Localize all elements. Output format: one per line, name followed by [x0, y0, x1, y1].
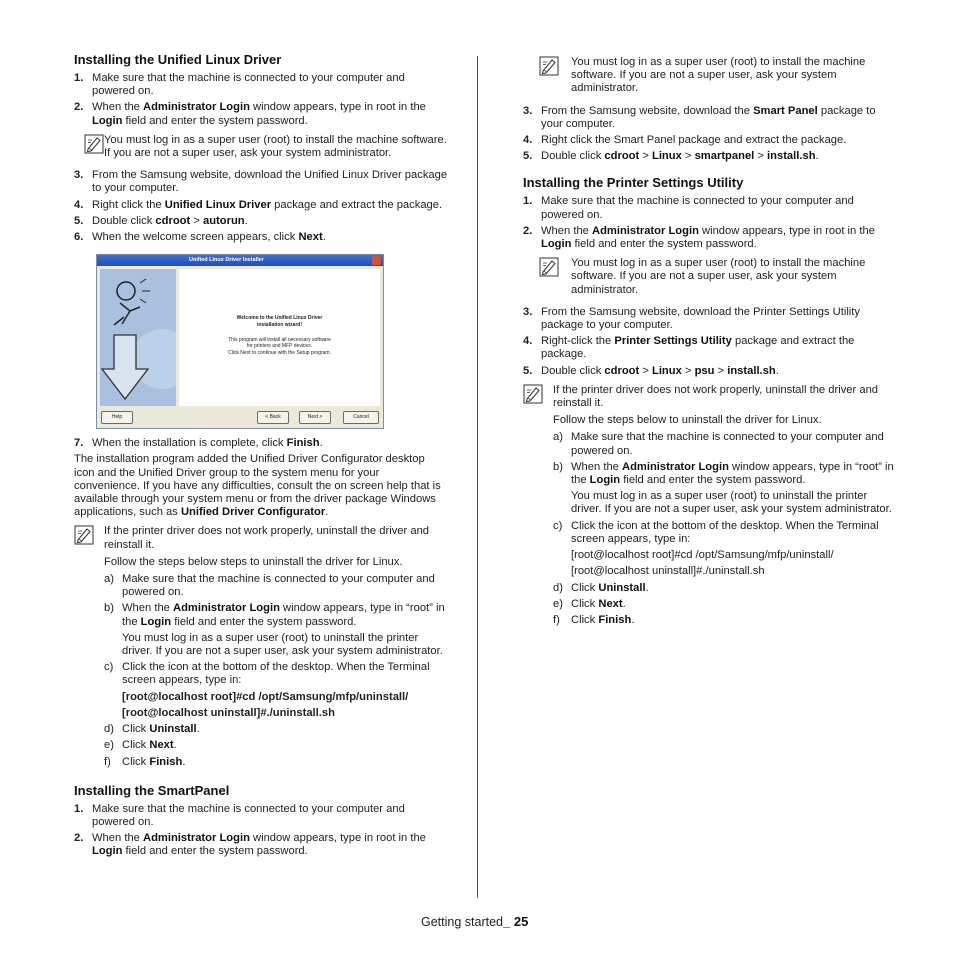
page-footer: Getting started_ 25: [421, 914, 529, 929]
step: 2. When the Administrator Login window appears, type in root in the Login field and enter the system password.: [74, 101, 426, 127]
right-column: [523, 56, 897, 636]
step: 5. Double click cdroot > autorun.: [74, 214, 248, 227]
section-title-printer-settings: Installing the Printer Settings Utility: [523, 175, 744, 191]
note: You must log in as a super user (root) to install the machine software. If you are not a super user, ask your system administrator.: [523, 56, 897, 96]
paragraph: The installation program added the Unified Driver Configurator desktop icon and the Unified Driver group to the system menu for your convenience. If you have any difficulties, consult the on screen help that is available through your system menu or from the driver package Windows applications, such as Unified Driver Configurator.: [74, 453, 441, 519]
left-column: [74, 52, 448, 862]
step: 7. When the installation is complete, click Finish.: [74, 437, 323, 450]
help-button[interactable]: Help: [101, 411, 133, 424]
sub-step: e) Click Next.: [104, 739, 177, 752]
note-pencil-icon: [84, 134, 104, 154]
note-pencil-icon: [523, 384, 543, 404]
next-button[interactable]: Next >: [299, 411, 331, 424]
step: 4. Right click the Unified Linux Driver package and extract the package.: [74, 198, 443, 211]
sub-step: b) When the Administrator Login window appears, type in “root” in the Login field and enter the system password. You must log in as a super user (root) to uninstall the printer driver. If you are not a super user, ask your system administrator.: [553, 460, 894, 516]
step: 5. Double click cdroot > Linux > smartpanel > install.sh.: [523, 150, 819, 163]
page-number: 25: [513, 914, 529, 929]
code-line: [root@localhost uninstall]#./uninstall.sh: [571, 565, 765, 578]
cancel-button[interactable]: Cancel: [343, 411, 379, 424]
installer-welcome-panel: Welcome to the Unified Linux Driver installation wizard! This program will install all necessary software for printers and MFP devices. Click Next to continue with the Setup program.: [179, 269, 380, 406]
installer-graphic: [100, 269, 176, 406]
note-uninstall: If the printer driver does not work properly, uninstall the driver and reinstall it. Follow the steps below steps to uninstall the driver for Linux. a) Make sure that the machine is connected to your computer and powered on. b) When the Administrator Login window appears, type in “root” in the Login field and enter the system password. You must log in as a super user (root) to uninstall the printer driver. If you are not a super user, ask your system administrator. c) Click the icon at the bottom of the desktop. When the Terminal screen appears, type in: [root@localhost root]#cd /opt/Samsung/mfp/uninstall/ [root@localhost uninstall]#./uninstall.sh d) Click Uninstall. e) Click Next. f) Click Finish.: [74, 525, 448, 768]
sub-step: c) Click the icon at the bottom of the desktop. When the Terminal screen appears, type in:: [553, 519, 879, 545]
note-uninstall: If the printer driver does not work properly, uninstall the driver and reinstall it. Follow the steps below to uninstall the driver for Linux. a) Make sure that the machine is connected to your computer and powered on. b) When the Administrator Login window appears, type in “root” in the Login field and enter the system password. You must log in as a super user (root) to uninstall the printer driver. If you are not a super user, ask your system administrator. c) Click the icon at the bottom of the desktop. When the Terminal screen appears, type in: [root@localhost root]#cd /opt/Samsung/mfp/uninstall/ [root@localhost uninstall]#./uninstall.sh d) Click Uninstall. e) Click Next. f) Click Finish.: [523, 384, 897, 627]
step: 3. From the Samsung website, download the Printer Settings Utility package to your computer.: [523, 305, 860, 332]
column-divider: [477, 56, 478, 898]
section-title-unified: Installing the Unified Linux Driver: [74, 52, 282, 67]
note: You must log in as a super user (root) to install the machine software. If you are not a super user, ask your system administrator.: [74, 134, 448, 160]
window-title: Unified Linux Driver Installer: [97, 255, 383, 266]
installer-arrow-icon: [100, 269, 176, 406]
step: 5. Double click cdroot > Linux > psu > install.sh.: [523, 364, 779, 377]
step: 2. When the Administrator Login window appears, type in root in the Login field and enter the system password.: [74, 832, 426, 858]
installer-window-screenshot: [96, 254, 384, 429]
back-button[interactable]: < Back: [257, 411, 289, 424]
sub-step: d) Click Uninstall.: [553, 581, 649, 594]
section-title-smartpanel: Installing the SmartPanel: [74, 782, 230, 798]
sub-step: f) Click Finish.: [553, 613, 635, 626]
step: 1. Make sure that the machine is connected to your computer and powered on.: [74, 72, 405, 98]
code-line: [root@localhost root]#cd /opt/Samsung/mfp/uninstall/: [571, 549, 834, 562]
sub-step: f) Click Finish.: [104, 755, 186, 768]
step: 1. Make sure that the machine is connected to your computer and powered on.: [74, 802, 405, 828]
sub-step: d) Click Uninstall.: [104, 723, 200, 736]
sub-step: e) Click Next.: [553, 597, 626, 610]
code-line: [root@localhost uninstall]#./uninstall.sh: [122, 706, 335, 719]
step: 6. When the welcome screen appears, click Next.: [74, 231, 326, 244]
note-pencil-icon: [539, 56, 559, 76]
note-pencil-icon: [74, 525, 94, 545]
note-pencil-icon: [539, 257, 559, 277]
sub-step: c) Click the icon at the bottom of the desktop. When the Terminal screen appears, type in:: [104, 661, 430, 687]
note: You must log in as a super user (root) to install the machine software. If you are not a super user, ask your system administrator.: [523, 257, 897, 297]
code-line: [root@localhost root]#cd /opt/Samsung/mfp/uninstall/: [122, 690, 409, 703]
sub-step: a) Make sure that the machine is connected to your computer and powered on.: [104, 573, 435, 599]
step: 4. Right-click the Printer Settings Utility package and extract the package.: [523, 335, 855, 361]
step: 3. From the Samsung website, download the Unified Linux Driver package to your computer.: [74, 169, 448, 195]
step: 3. From the Samsung website, download the Smart Panel package to your computer.: [523, 104, 876, 130]
sub-step: a) Make sure that the machine is connected to your computer and powered on.: [553, 431, 884, 457]
close-icon[interactable]: [372, 256, 381, 265]
step: 4. Right click the Smart Panel package and extract the package.: [523, 134, 847, 147]
step: 2. When the Administrator Login window appears, type in root in the Login field and enter the system password.: [523, 224, 875, 251]
step: 1. Make sure that the machine is connected to your computer and powered on.: [523, 195, 854, 221]
sub-step: b) When the Administrator Login window appears, type in “root” in the Login field and enter the system password. You must log in as a super user (root) to uninstall the printer driver. If you are not a super user, ask your system administrator.: [104, 602, 445, 658]
